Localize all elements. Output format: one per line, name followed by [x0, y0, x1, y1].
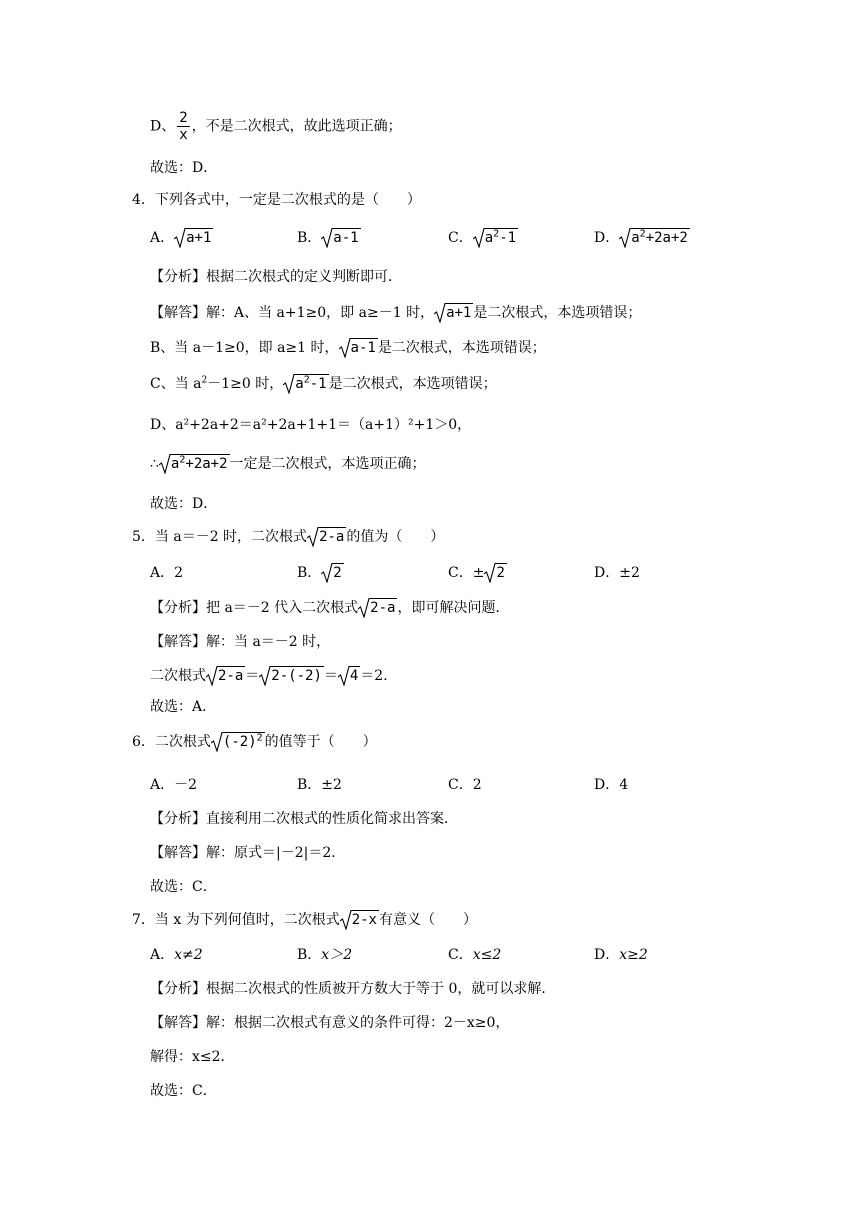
q5-solution-2	[150, 666, 397, 686]
radicand: 2	[333, 565, 342, 581]
radical	[283, 374, 328, 394]
q5-option-b	[297, 563, 344, 583]
q4-answer: 故选：D．	[150, 496, 218, 512]
stem-text: 的值等于（ ）	[264, 734, 377, 750]
option-value: x＞2	[321, 947, 353, 963]
q6-option-d	[594, 775, 628, 795]
q6-option-a	[150, 775, 197, 795]
radical-sign-icon	[159, 454, 171, 474]
equals-sign: ＝	[245, 668, 260, 684]
option-label: A．	[150, 565, 175, 581]
radicand: 2-(-2)	[271, 668, 322, 684]
q6-analysis: 【分析】直接利用二次根式的性质化简求出答案．	[150, 811, 458, 827]
solution-text: 【解答】解：A、当 a+1≥0，即 a≥－1 时，	[150, 305, 435, 321]
radicand-rest: +2a+2	[185, 456, 228, 472]
q4-analysis: 【分析】根据二次根式的定义判断即可．	[150, 269, 402, 285]
q6-stem	[132, 732, 377, 752]
option-value: x≠2	[174, 947, 203, 963]
q5-answer: 故选：A．	[150, 699, 217, 715]
radical	[307, 527, 346, 547]
radical-sign-icon	[619, 228, 631, 248]
exponent: 2	[256, 732, 263, 744]
radical-sign-icon	[473, 228, 485, 248]
exponent: 2	[303, 374, 310, 386]
radicand: 2-x	[351, 912, 377, 928]
radicand	[294, 374, 328, 392]
radicand-rest: +2a+2	[645, 230, 688, 246]
q4-stem: 4．下列各式中，一定是二次根式的是（ ）	[132, 192, 421, 208]
radicand: a+1	[446, 305, 472, 321]
therefore-symbol: ∴	[150, 456, 159, 472]
radical	[159, 454, 230, 474]
stem-text: 7．当 x 为下列何值时，二次根式	[132, 912, 340, 928]
q4-solution-b	[150, 338, 546, 358]
radicand: a+1	[186, 230, 212, 246]
radical-sign-icon	[206, 666, 218, 686]
q7-solved: 解得：x≤2．	[150, 1049, 235, 1065]
radicand: 2-a	[218, 668, 244, 684]
q3-answer: 故选：D．	[150, 160, 218, 176]
q3-option-d-explanation	[150, 110, 402, 143]
q4-option-c	[448, 228, 518, 248]
stem-text: 有意义（ ）	[379, 912, 477, 928]
radical	[321, 228, 360, 248]
radical-sign-icon	[484, 563, 496, 583]
radicand-base: a	[295, 376, 304, 392]
radicand-rest: -1	[499, 230, 517, 246]
q5-analysis	[150, 598, 509, 618]
option-label: D．	[594, 777, 620, 793]
q5-option-c	[448, 563, 507, 583]
radical-sign-icon	[321, 563, 333, 583]
radical-sign-icon	[211, 732, 223, 752]
q4-solution-a	[150, 303, 641, 323]
q7-analysis: 【分析】根据二次根式的性质被开方数大于等于 0，就可以求解．	[150, 981, 556, 997]
radical	[340, 910, 379, 930]
radical-sign-icon	[307, 527, 319, 547]
q7-option-b	[297, 945, 352, 965]
q7-option-a	[150, 945, 203, 965]
option-label: C．	[448, 230, 473, 246]
solution-text: －1≥0 时，	[207, 376, 284, 392]
fraction	[177, 110, 189, 143]
solution-text: 是二次根式，本选项错误；	[473, 305, 642, 321]
q5-option-a	[150, 563, 183, 583]
exponent: 2	[639, 228, 646, 240]
solution-text: 二次根式	[150, 668, 206, 684]
q7-option-c	[448, 945, 501, 965]
denominator: x	[179, 127, 188, 143]
radicand: 2	[496, 565, 505, 581]
analysis-text: 【分析】把 a＝－2 代入二次根式	[150, 600, 359, 616]
option-label: A．	[150, 230, 175, 246]
radical	[434, 303, 473, 323]
explanation-text: ，不是二次根式，故此选项正确；	[191, 118, 402, 135]
solution-text: C、当 a	[150, 376, 202, 392]
radical	[619, 228, 690, 248]
solution-text: 是二次根式，本选项错误；	[328, 376, 497, 392]
option-label: B．	[297, 777, 322, 793]
exponent: 2	[493, 228, 500, 240]
radicand	[222, 732, 265, 750]
radical-sign-icon	[339, 338, 351, 358]
radicand-rest: -1	[309, 376, 327, 392]
option-value: ±2	[619, 565, 640, 581]
q5-solution-1: 【解答】解：当 a＝－2 时，	[150, 634, 331, 650]
radicand: 4	[349, 668, 359, 684]
option-label: B．	[297, 565, 322, 581]
radical	[206, 666, 245, 686]
radical-sign-icon	[340, 910, 352, 930]
radical	[211, 732, 265, 752]
radicand-base: a	[631, 230, 640, 246]
radical	[339, 338, 378, 358]
radical-sign-icon	[321, 228, 333, 248]
option-label: D．	[594, 947, 620, 963]
radical-sign-icon	[259, 666, 271, 686]
option-label: B．	[297, 947, 322, 963]
analysis-text: ，即可解决问题．	[397, 600, 510, 616]
q4-solution-c	[150, 374, 497, 394]
solution-text: 是二次根式，本选项错误；	[377, 340, 546, 356]
radicand	[170, 454, 230, 472]
option-value: －2	[174, 777, 198, 793]
numerator: 2	[179, 110, 188, 126]
option-label: C．	[448, 777, 473, 793]
radicand-base: (-2)	[222, 734, 257, 750]
q4-solution-d: D、a²+2a+2＝a²+2a+1+1＝（a+1）²+1＞0，	[150, 417, 472, 433]
radicand: 2-a	[319, 529, 345, 545]
option-label: B．	[297, 230, 322, 246]
solution-text: 一定是二次根式，本选项正确；	[229, 456, 426, 472]
radical-sign-icon	[338, 666, 350, 686]
option-value: 4	[619, 777, 629, 793]
radicand: a-1	[333, 230, 359, 246]
radical-sign-icon	[174, 228, 186, 248]
q5-option-d	[594, 563, 640, 583]
solution-text: ＝2．	[360, 668, 398, 684]
option-label: D．	[594, 230, 620, 246]
q7-stem	[132, 910, 477, 930]
radical	[174, 228, 213, 248]
option-label: D、	[150, 118, 176, 135]
radicand-base: a	[484, 230, 494, 246]
radicand: 2-a	[370, 600, 396, 616]
exponent: 2	[201, 375, 208, 386]
radical-sign-icon	[434, 303, 446, 323]
stem-text: 6．二次根式	[132, 734, 211, 750]
radical-sign-icon	[358, 598, 370, 618]
option-value: ±2	[321, 777, 342, 793]
option-value: 2	[472, 777, 482, 793]
option-label: A．	[150, 947, 175, 963]
radical	[358, 598, 397, 618]
q6-solution: 【解答】解：原式＝|－2|＝2．	[150, 845, 346, 861]
q6-option-c	[448, 775, 482, 795]
option-label: C．	[448, 565, 473, 581]
exponent: 2	[179, 454, 186, 466]
q4-solution-d-conclusion	[150, 454, 426, 474]
solution-text: B、当 a－1≥0，即 a≥1 时，	[150, 340, 339, 356]
radical	[484, 563, 506, 583]
plus-minus-sign: ±	[472, 565, 485, 581]
radical	[473, 228, 518, 248]
stem-text: 5．当 a＝－2 时，二次根式	[132, 529, 308, 545]
q6-option-b	[297, 775, 342, 795]
radical	[321, 563, 343, 583]
q4-option-d	[594, 228, 690, 248]
q6-answer: 故选：C．	[150, 879, 217, 895]
q7-answer: 故选：C．	[150, 1083, 217, 1099]
radical-sign-icon	[283, 374, 295, 394]
radicand: a-1	[350, 340, 376, 356]
q4-option-a	[150, 228, 213, 248]
equals-sign: ＝	[323, 668, 338, 684]
q7-solution: 【解答】解：根据二次根式有意义的条件可得：2－x≥0，	[150, 1015, 510, 1031]
radicand-base: a	[170, 456, 180, 472]
option-value: x≥2	[619, 947, 648, 963]
option-label: D．	[594, 565, 620, 581]
radical	[338, 666, 360, 686]
q5-stem	[132, 527, 444, 547]
option-value: x≤2	[472, 947, 502, 963]
option-value: 2	[174, 565, 184, 581]
q7-option-d	[594, 945, 648, 965]
radical	[259, 666, 324, 686]
radicand	[630, 228, 690, 246]
option-label: A．	[150, 777, 175, 793]
stem-text: 的值为（ ）	[346, 529, 445, 545]
radicand	[484, 228, 518, 246]
q4-option-b	[297, 228, 361, 248]
option-label: C．	[448, 947, 473, 963]
